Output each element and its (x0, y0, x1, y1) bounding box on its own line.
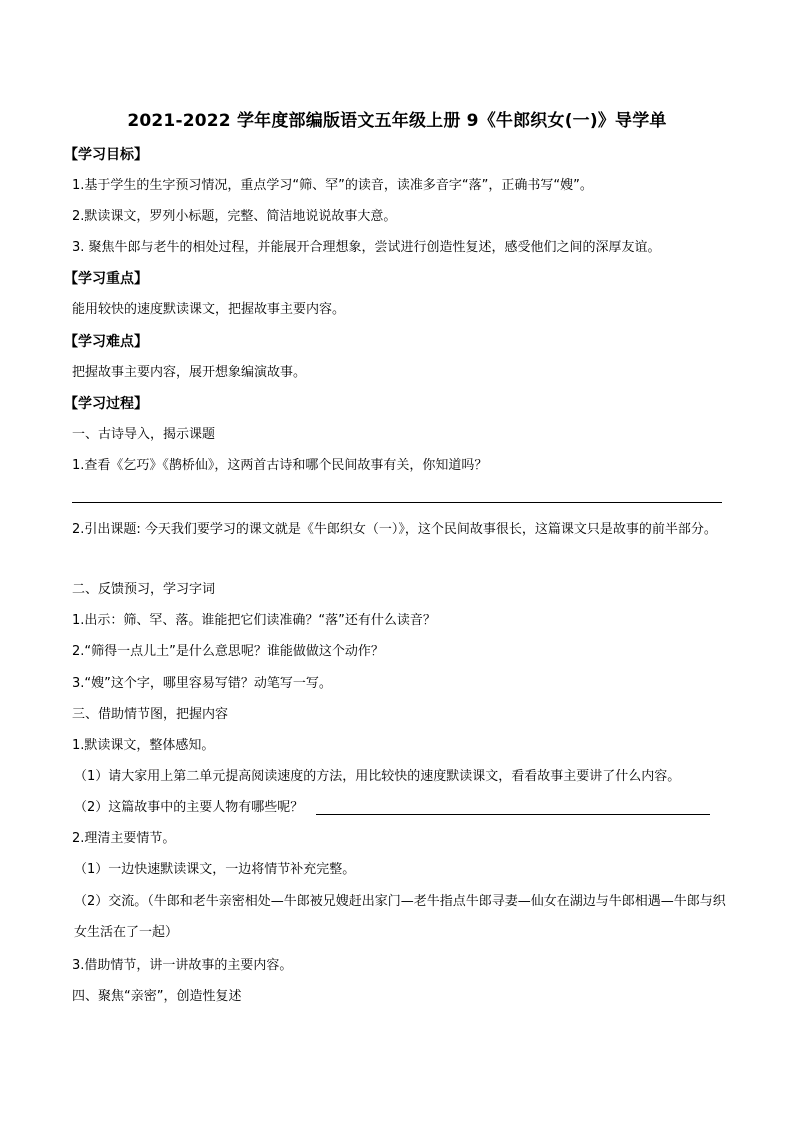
answer-line-2[interactable] (316, 814, 710, 815)
part2-item-3: 3.“嫂”这个字，哪里容易写错？动笔写一写。 (72, 676, 332, 691)
part2-item-1: 1.出示：筛、罕、落。谁能把它们读准确？“落”还有什么读音？ (72, 613, 436, 628)
section-difficulty-heading: 【学习难点】 (64, 334, 148, 350)
part3-read: 1.默读课文，整体感知。 (72, 738, 215, 753)
part3-plot-sub-1: （1）一边快速默读课文，一边将情节补充完整。 (74, 862, 356, 877)
part3-read-sub-2: （2）这篇故事中的主要人物有哪些呢？ (74, 800, 304, 815)
part3-retell: 3.借助情节，讲一讲故事的主要内容。 (72, 958, 293, 973)
page-title: 2021-2022 学年度部编版语文五年级上册 9《牛郎织女(一)》导学单 (127, 111, 667, 131)
goal-item-1: 1.基于学生的生字预习情况，重点学习“筛、罕”的读音，读准多音字“落”，正确书写“嫂”。 (72, 178, 593, 193)
part2-item-2: 2.“筛得一点儿土”是什么意思呢？谁能做做这个动作？ (72, 644, 384, 659)
part3-read-sub-1: （1）请大家用上第二单元提高阅读速度的方法，用比较快的速度默读课文，看看故事主要讲了什么内容。 (74, 769, 681, 784)
answer-line-1[interactable] (72, 502, 722, 503)
goal-item-3: 3. 聚焦牛郎与老牛的相处过程，并能展开合理想象，尝试进行创造性复述，感受他们之间的深厚友谊。 (72, 240, 661, 255)
part4-heading: 四、聚焦“亲密”，创造性复述 (72, 989, 242, 1004)
section-process-heading: 【学习过程】 (64, 396, 148, 412)
section-goals-heading: 【学习目标】 (64, 147, 148, 163)
part3-heading: 三、借助情节图，把握内容 (72, 707, 229, 722)
goal-item-2: 2.默读课文，罗列小标题，完整、简洁地说说故事大意。 (72, 209, 397, 224)
section-focus-heading: 【学习重点】 (64, 271, 148, 287)
part3-plot: 2.理清主要情节。 (72, 831, 176, 846)
part1-question-2: 2.引出课题: 今天我们要学习的课文就是《牛郎织女（一）》，这个民间故事很长，这篇课文只是故事的前半部分。 (72, 522, 717, 537)
part1-question-1: 1.查看《乞巧》《鹊桥仙》，这两首古诗和哪个民间故事有关，你知道吗？ (72, 458, 488, 473)
difficulty-text: 把握故事主要内容，展开想象编演故事。 (72, 365, 307, 380)
part3-plot-sub-2: （2）交流。（牛郎和老牛亲密相处—牛郎被兄嫂赶出家门—老牛指点牛郎寻妻—仙女在湖边与牛郎相遇—牛郎与织女生活在了一起） (74, 894, 726, 940)
part2-heading: 二、反馈预习，学习字词 (72, 582, 216, 597)
part1-heading: 一、古诗导入，揭示课题 (72, 427, 216, 442)
focus-text: 能用较快的速度默读课文，把握故事主要内容。 (72, 302, 346, 317)
